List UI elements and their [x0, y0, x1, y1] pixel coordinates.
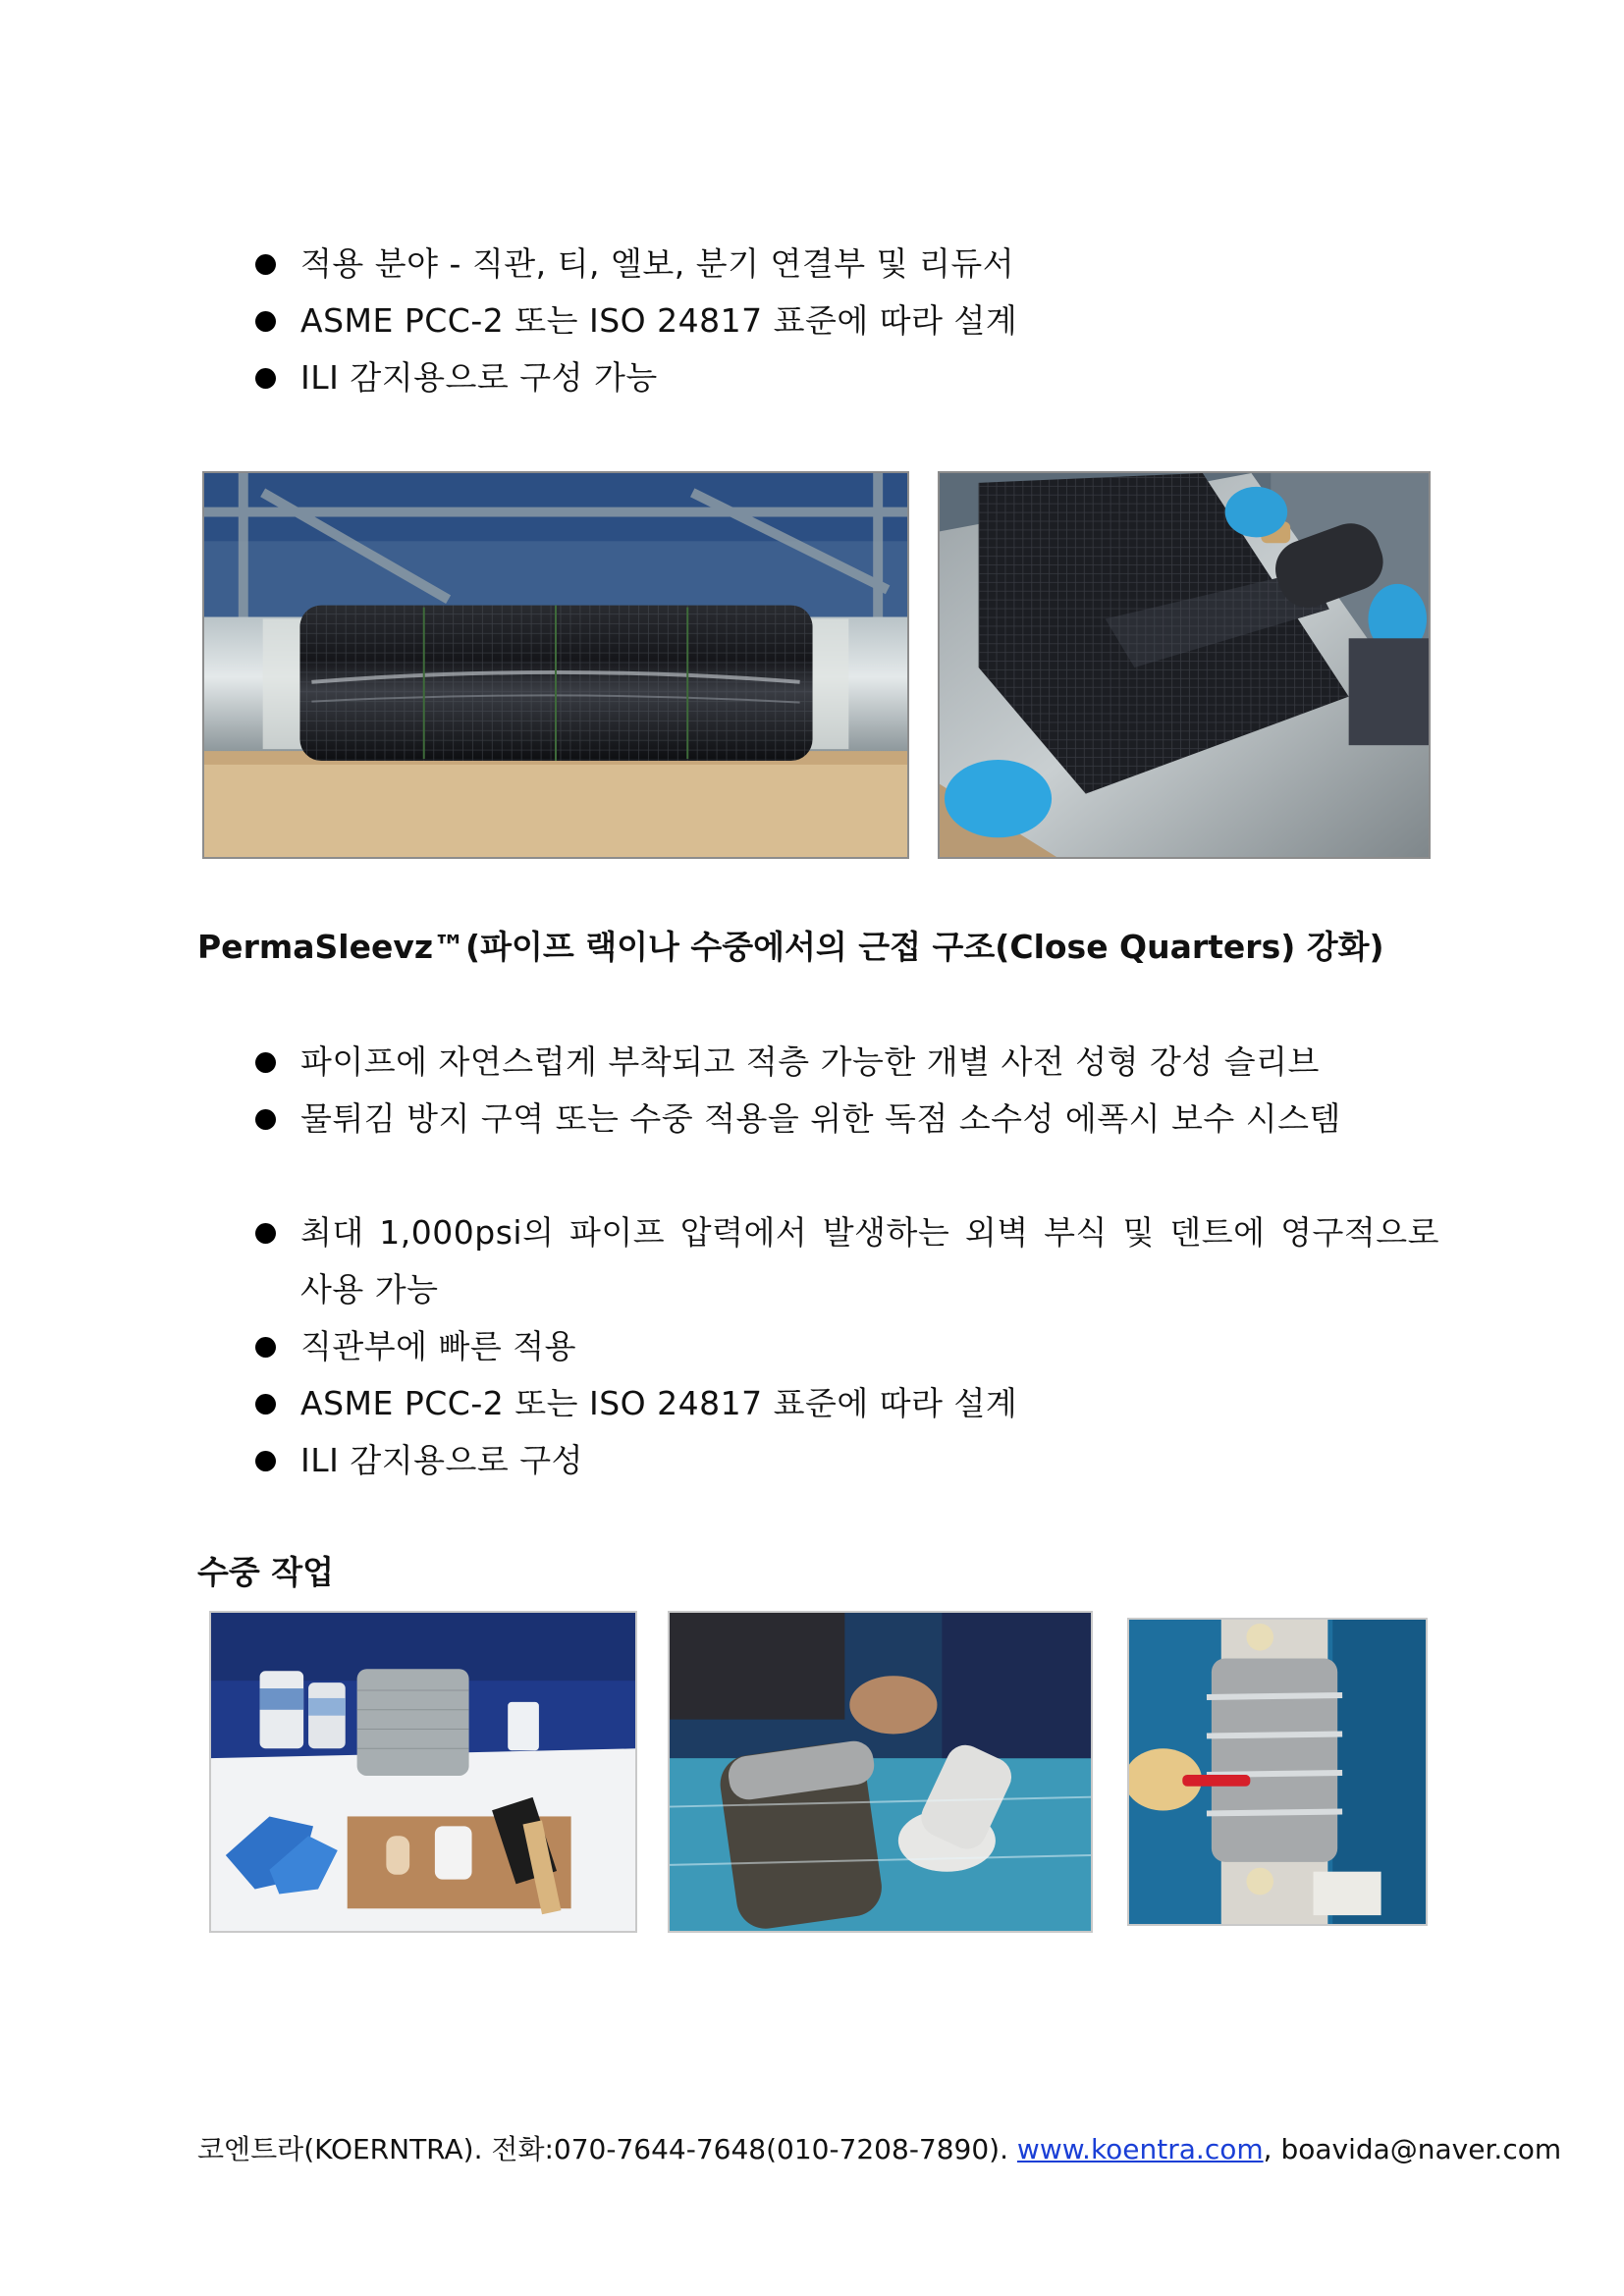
bullet-text: ASME PCC-2 또는 ISO 24817 표준에 따라 설계 — [300, 301, 1018, 340]
bullet-item — [300, 1204, 1439, 1318]
bullet-dot — [255, 254, 276, 275]
carbon-fiber-wrapping-application-photo — [938, 471, 1431, 859]
bullet-dot — [255, 1223, 276, 1244]
underwater-work-heading: 수중 작업 — [197, 1553, 335, 1591]
footer-company: 코엔트라(KOERNTRA). — [197, 2133, 483, 2165]
footer-website-link[interactable]: www.koentra.com — [1016, 2133, 1264, 2165]
bullet-text: 물튀김 방지 구역 또는 수중 적용을 위한 독점 소수성 에폭시 보수 시스템 — [300, 1099, 1341, 1138]
bullet-dot — [255, 1337, 276, 1358]
bullet-text: ILI 감지용으로 구성 가능 — [300, 358, 658, 397]
bullet-item — [300, 349, 1439, 406]
footer-contact — [197, 2130, 1561, 2169]
bullet-dot — [255, 1052, 276, 1073]
bullet-dot — [255, 368, 276, 389]
bullet-item — [300, 236, 1439, 293]
bullet-item — [300, 1034, 1439, 1091]
permasleevz-heading: PermaSleevz™(파이프 랙이나 수중에서의 근접 구조(Close Quarters) 강화) — [197, 928, 1384, 966]
bullet-dot — [255, 1394, 276, 1415]
bullet-text: ASME PCC-2 또는 ISO 24817 표준에 따라 설계 — [300, 1384, 1018, 1422]
bullet-text: 최대 1,000psi의 파이프 압력에서 발생하는 외벽 부식 및 덴트에 영구적으로 사용 가능 — [300, 1213, 1439, 1308]
bullet-item — [300, 1375, 1439, 1432]
bullet-item — [300, 1318, 1439, 1375]
carbon-fiber-wrapped-pipe-photo — [202, 471, 909, 859]
underwater-pipe-repair-photo — [668, 1611, 1093, 1933]
footer-separator: , — [1263, 2133, 1272, 2165]
bullet-item — [300, 1432, 1439, 1489]
bullet-text: ILI 감지용으로 구성 — [300, 1441, 583, 1479]
footer-phone: 전화:070-7644-7648(010-7208-7890). — [491, 2133, 1009, 2165]
bullet-text: 직관부에 빠른 적용 — [300, 1327, 577, 1365]
bullet-text: 파이프에 자연스럽게 부착되고 적층 가능한 개별 사전 성형 강성 슬리브 — [300, 1042, 1320, 1081]
bullet-text: 적용 분야 - 직관, 티, 엘보, 분기 연결부 및 리듀서 — [300, 244, 1015, 283]
bullet-dot — [255, 311, 276, 332]
bullet-item — [300, 293, 1439, 349]
bullet-item — [300, 1091, 1439, 1148]
footer-email: boavida@naver.com — [1280, 2133, 1562, 2165]
bullet-dot — [255, 1109, 276, 1130]
bullet-dot — [255, 1451, 276, 1471]
repair-kit-materials-photo — [209, 1611, 637, 1933]
wrapped-sleeve-clamp-photo — [1127, 1618, 1428, 1926]
